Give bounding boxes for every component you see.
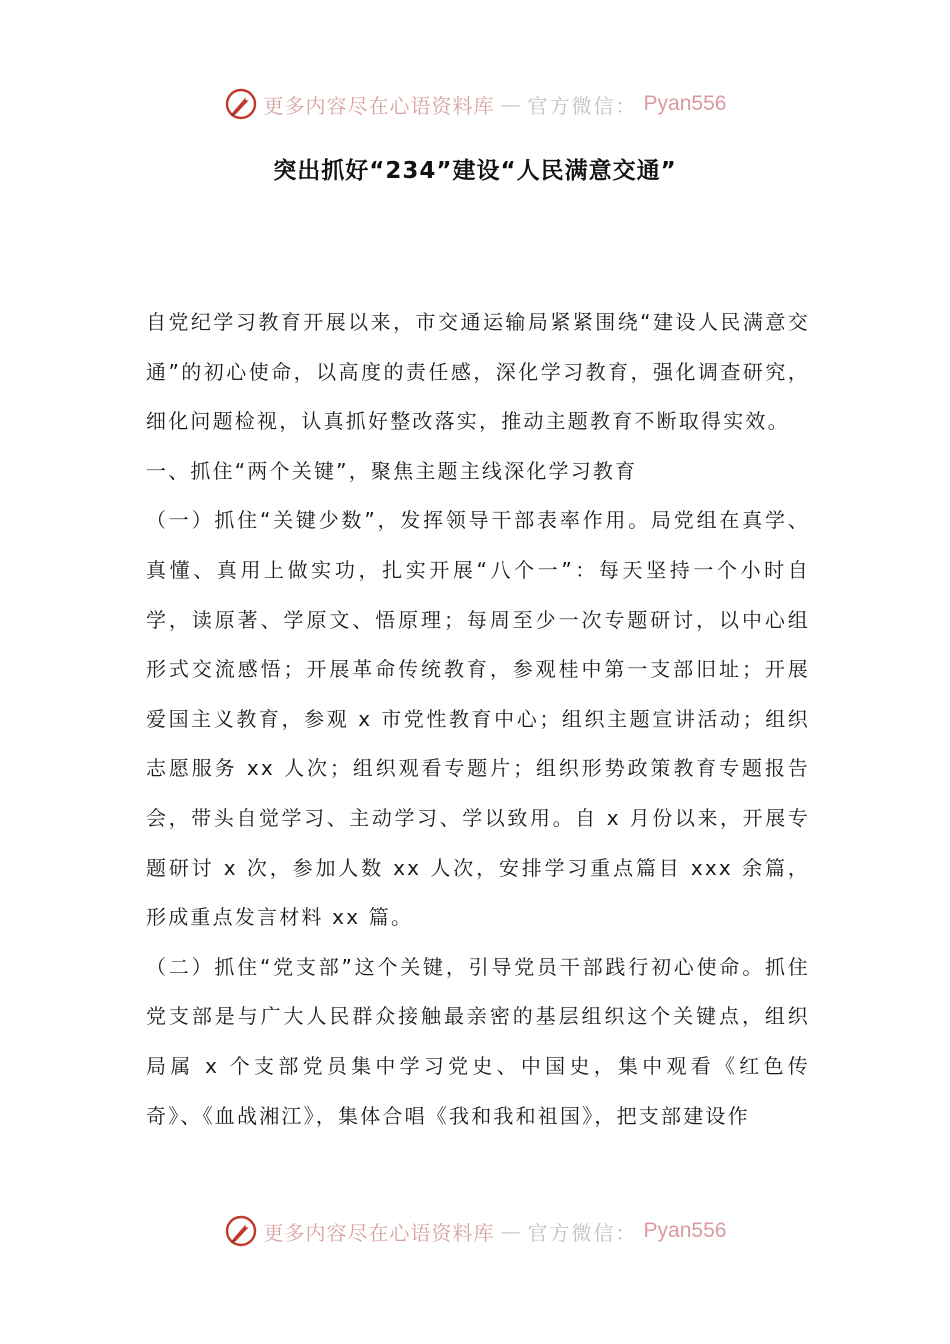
body-paragraph-intro: 自党纪学习教育开展以来，市交通运输局紧紧围绕“建设人民满意交通”的初心使命，以高度的责任感，深化学习教育，强化调查研究，细化问题检视，认真抓好整改落实，推动主题教育不断取得实效。 bbox=[146, 310, 810, 434]
watermark-wechat-id: Pyan556 bbox=[643, 92, 727, 115]
watermark-site-text: 更多内容尽在心语资料库 bbox=[263, 93, 495, 118]
watermark-site-text: 更多内容尽在心语资料库 bbox=[263, 1220, 495, 1245]
pen-logo-icon bbox=[224, 87, 258, 121]
document-title: 突出抓好“234”建设“人民满意交通” bbox=[273, 158, 677, 184]
body-paragraph-point-1: （一）抓住“关键少数”，发挥领导干部表率作用。局党组在真学、真懂、真用上做实功，扎实开展“八个一”：每天坚持一个小时自学，读原著、学原文、悟原理；每周至少一次专题研讨，以中心组形式交流感悟；开展革命传统教育，参观桂中第一支部旧址；开展爱国主义教育，参观 x 市党性教育中心；组织主题宣讲活动；组织志愿服务 xx 人次；组织观看专题片；组织形势政策教育专题报告会，带头自觉学习、主动学习、学以致用。自 x 月份以来，开展专题研讨 x 次，参加人数 xx 人次，安排学习重点篇目 xxx 余篇，形成重点发言材料 xx 篇。 bbox=[146, 508, 810, 930]
body-paragraph-point-2: （二）抓住“党支部”这个关键，引导党员干部践行初心使命。抓住党支部是与广大人民群众接触最亲密的基层组织这个关键点，组织局属 x 个支部党员集中学习党史、中国史，集中观看《红色传奇》、《血战湘江》，集体合唱《我和我和祖国》，把支部建设作 bbox=[146, 954, 810, 1128]
watermark-wechat-id: Pyan556 bbox=[643, 1219, 727, 1242]
watermark-separator: — bbox=[500, 1219, 522, 1243]
section-heading-1: 一、抓住“两个关键”，聚焦主题主线深化学习教育 bbox=[146, 458, 638, 483]
watermark-wechat-label: 官方微信： bbox=[527, 93, 638, 118]
watermark-wechat-label: 官方微信： bbox=[527, 1220, 638, 1245]
header-watermark bbox=[0, 84, 950, 124]
watermark-separator: — bbox=[500, 92, 522, 116]
document-body bbox=[146, 298, 810, 1141]
footer-watermark bbox=[0, 1211, 950, 1251]
pen-logo-icon bbox=[224, 1214, 258, 1248]
